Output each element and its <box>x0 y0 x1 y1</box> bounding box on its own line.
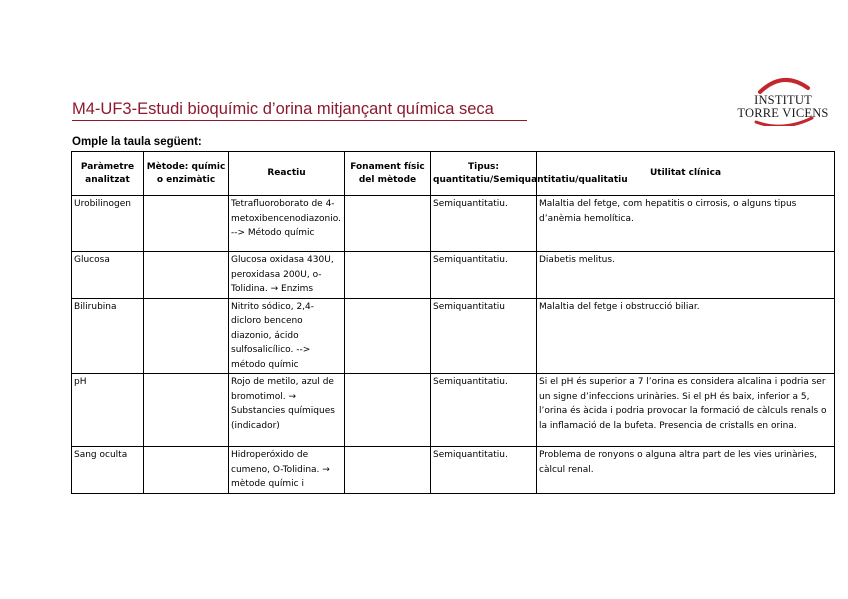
cell-metode <box>144 447 229 494</box>
header-parametre: Paràmetre analitzat <box>72 152 144 196</box>
table-row <box>72 374 835 447</box>
logo-line-2: TORRE VICENS <box>737 106 829 120</box>
instructions: Omple la taula següent: <box>72 136 202 148</box>
cell-fonament <box>345 374 431 447</box>
cell-metode <box>144 196 229 252</box>
cell-reactiu: Tetrafluoroborato de 4-metoxibencenodiazonio.--> Método químic <box>229 196 345 252</box>
analysis-table <box>71 151 835 494</box>
table-row <box>72 252 835 299</box>
cell-reactiu: Nitrito sódico, 2,4-dicloro benceno diazonio, ácido sulfosalicílico. --> método químic <box>229 298 345 374</box>
header-tipus: Tipus: quantitatiu/Semiquantitatiu/qualitatiu <box>431 152 537 196</box>
cell-fonament <box>345 298 431 374</box>
cell-metode <box>144 374 229 447</box>
cell-reactiu: Hidroperóxido de cumeno, O-Tolidina. → mètode químic i <box>229 447 345 494</box>
cell-fonament <box>345 196 431 252</box>
cell-utilitat: Diabetis melitus. <box>537 252 835 299</box>
cell-parametre: Urobilinogen <box>72 196 144 252</box>
cell-utilitat: Malaltia del fetge, com hepatitis o cirrosis, o alguns tipus d’anèmia hemolítica. <box>537 196 835 252</box>
institut-logo <box>732 76 834 126</box>
cell-metode <box>144 252 229 299</box>
table-header-row <box>72 152 835 196</box>
header-metode: Mètode: químic o enzimàtic <box>144 152 229 196</box>
cell-fonament <box>345 252 431 299</box>
cell-utilitat: Si el pH és superior a 7 l’orina es considera alcalina i podria ser un signe d’infeccions urinàries. Si el pH és baix, inferior a 5, l’orina és àcida i podria provocar la formació de càlculs renals o la inflamació de la bufeta. Presencia de cristalls en orina. <box>537 374 835 447</box>
header-fonament: Fonament físic del mètode <box>345 152 431 196</box>
cell-parametre: pH <box>72 374 144 447</box>
cell-reactiu: Glucosa oxidasa 430U, peroxidasa 200U, o-Tolidina. → Enzims <box>229 252 345 299</box>
cell-reactiu: Rojo de metilo, azul de bromotimol. → Substancies químiques (indicador) <box>229 374 345 447</box>
cell-metode <box>144 298 229 374</box>
cell-parametre: Bilirubina <box>72 298 144 374</box>
cell-parametre: Glucosa <box>72 252 144 299</box>
table-row <box>72 196 835 252</box>
header-reactiu: Reactiu <box>229 152 345 196</box>
table-row <box>72 447 835 494</box>
header-utilitat: Utilitat clínica <box>537 152 835 196</box>
cell-utilitat: Malaltia del fetge i obstrucció biliar. <box>537 298 835 374</box>
cell-tipus: Semiquantitatiu. <box>431 196 537 252</box>
cell-utilitat: Problema de ronyons o alguna altra part de les vies urinàries, càlcul renal. <box>537 447 835 494</box>
page-title: M4-UF3-Estudi bioquímic d’orina mitjançant química seca <box>72 100 494 118</box>
table-row <box>72 298 835 374</box>
cell-tipus: Semiquantitatiu. <box>431 252 537 299</box>
cell-tipus: Semiquantitatiu. <box>431 447 537 494</box>
cell-parametre: Sang oculta <box>72 447 144 494</box>
cell-tipus: Semiquantitatiu. <box>431 374 537 447</box>
title-underline <box>72 120 527 121</box>
logo-line-1: INSTITUT <box>754 93 812 107</box>
cell-fonament <box>345 447 431 494</box>
cell-tipus: Semiquantitatiu <box>431 298 537 374</box>
